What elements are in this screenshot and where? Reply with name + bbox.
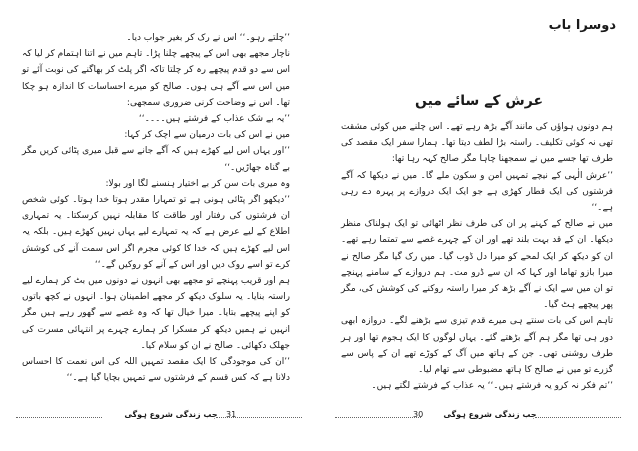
paragraph: ’’تم فکر نہ کرو یہ فرشتے ہیں۔‘‘ یہ عذاب کے فرشتے لگتے ہیں۔ xyxy=(371,381,613,392)
page-footer xyxy=(335,410,621,424)
footer-rule xyxy=(216,417,302,418)
paragraph: ’’چلتے رہو۔‘‘ اس نے رک کر بغیر جواب دیا۔ xyxy=(126,33,290,43)
footer-rule xyxy=(16,417,102,418)
right-page-body xyxy=(341,119,613,394)
left-page-body xyxy=(22,30,290,386)
page-footer xyxy=(16,410,302,424)
paragraph: ناچار مجھے بھی اس کے پیچھے چلنا پڑا۔ تاہم میں نے اتنا اہتمام کر لیا کہ اس سے دو قدم پیچھے رہ کر چلتا تاکہ اگر پلٹ کر بھاگنے کی نوبت آئے تو میں اس سے آگے ہی ہوں۔ صالح کو میرے احساسات کا اندازہ ہو چکا تھا۔ اس نے وضاحت کرنی ضروری سمجھی: xyxy=(22,49,290,108)
page-number: 31 xyxy=(226,410,237,419)
paragraph: وہ میری بات سن کر بے اختیار ہنسنے لگا اور بولا: xyxy=(105,178,290,189)
paragraph: ’’عرش الٰہی کے نیچے تمہیں امن و سکون ملے گا۔ میں نے دیکھا کہ آگے فرشتوں کی ایک قطار کھڑی ہے جو ایک ایک دروازے پر پہرہ دے رہی ہے۔‘‘ xyxy=(341,170,613,214)
footer-rule xyxy=(535,417,621,418)
paragraph: ’’دیکھو اگر پٹائی ہونی ہے تو تمہارا مقدر ہوتا خدا ہوتا۔ کوئی شخص ان فرشتوں کی رفتار اور طاقت کا مقابلہ نہیں کرسکتا۔ یہ تمہاری اطلاع کے لیے عرض ہے کہ یہ تمہارے لیے یہاں نہیں کھڑے ہیں۔ بلکہ یہ اس لیے کھڑے ہیں کہ خدا کا کوئی مجرم اگر اس سمت آنے کی کوشش کرے تو اسے روک دیں اور اس کے آنے کو روکیں گے۔‘‘ xyxy=(22,195,290,270)
paragraph: ہم اور قریب پہنچے تو مجھے بھی انہوں نے دونوں میں بٹ کر ہمارے لیے راستہ بنایا۔ یہ سلوک دیکھ کر مجھے اطمینان ہوا۔ انہوں نے کچھ باتوں کو اپنے پیچھے بتایا۔ میرا خیال تھا کہ وہ غصے سے گھور رہے ہیں مگر انہیں نے ہمیں دیکھ کر مسکرا کر ہمارے چہرے پر انتہائی مسرت کی جھلک دکھائی۔ صالح نے ان کو سلام کیا۔ xyxy=(22,276,290,351)
chapter-header: دوسرا باب xyxy=(548,18,616,33)
paragraph: ہم دونوں ہواؤں کی مانند آگے بڑھ رہے تھے۔ اس چلنے میں کوئی مشقت تھی نہ کوئی تکلیف۔ راستہ بڑا لطف دیتا تھا۔ ہمارا سفر ایک مقصد کی طرف تھا جسے میں نے سمجھنا چاہا مگر صالح کہہ رہا تھا: xyxy=(341,122,613,165)
paragraph: ’’اور یہاں اس لیے کھڑے ہیں کہ آگے جانے سے قبل میری پٹائی کریں مگر بے گناہ جھاڑیں۔‘‘ xyxy=(22,146,290,173)
paragraph: میں نے صالح کے کہنے پر ان کی طرف نظر اٹھائی تو ایک ہولناک منظر دیکھا۔ ان کے قد بہت بلند تھے اور ان کے چہرے غصے سے تمتما رہے تھے۔ ان کو دیکھ کر ایک لمحے کو میرا دل ڈوب گیا۔ میں رک گیا مگر صالح نے میرا بازو تھاما اور کہا کہ ان سے ڈرو مت۔ ہم دروازے کے سامنے پہنچے تو ان میں سے ایک نے آگے بڑھ کر میرا راستہ روکنے کی کوشش کی، مگر پھر پیچھے ہٹ گیا۔ xyxy=(341,219,613,311)
running-footer-title: جب زندگی شروع ہوگی xyxy=(124,410,218,419)
section-title: عرش کے سائے میں xyxy=(414,93,544,109)
paragraph: تاہم اس کی بات سنتے ہی میرے قدم تیزی سے بڑھنے لگے۔ دروازہ ابھی دور ہی تھا مگر ہم آگے بڑھتے گئے۔ یہاں لوگوں کا ایک ہجوم تھا اور ہر طرف روشنی تھی۔ جن کے ہاتھ میں آگ کے کوڑے تھے ان کے پاس سے گزرے تو میں نے صالح کا ہاتھ مضبوطی سے تھام لیا۔ xyxy=(341,316,613,376)
right-page xyxy=(319,0,638,451)
paragraph: ’’ان کی موجودگی کا ایک مقصد تمہیں اللہ کی اس نعمت کا احساس دلانا ہے کہ کس قسم کے فرشتوں سے تمہیں بچایا گیا ہے۔‘‘ xyxy=(22,357,290,384)
page-number: 30 xyxy=(413,410,424,419)
running-footer-title: جب زندگی شروع ہوگی xyxy=(443,410,537,419)
paragraph: میں نے اس کی بات درمیان سے اچک کر کہا: xyxy=(124,130,290,141)
paragraph: ’’یہ بے شک عذاب کے فرشتے ہیں۔۔۔۔‘‘ xyxy=(138,114,290,125)
footer-rule xyxy=(335,417,421,418)
